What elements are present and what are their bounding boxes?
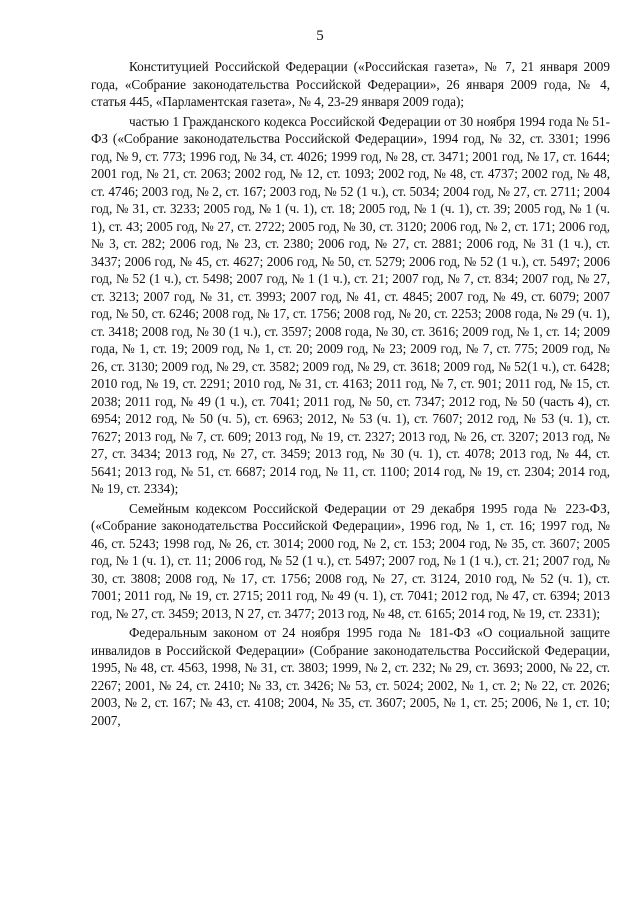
paragraph-civil-code: частью 1 Гражданского кодекса Российской Федерации от 30 ноября 1994 года № 51-ФЗ («Собрание законодательства Российской Федерации», 1994 год, № 32, ст. 3301; 1996 год, № 9, ст. 773; 1996 год, № 34, ст. 4026; 1999 год, № 28, ст. 3471; 2001 год, № 17, ст. 1644; 2001 год, № 21, ст. 2063; 2002 год, № 12, ст. 1093; 2002 год, № 48, ст. 4737; 2002 год, № 48, ст. 4746; 2003 год, № 2, ст. 167; 2003 год, № 52 (1 ч.), ст. 5034; 2004 год, № 27, ст. 2711; 2004 год, № 31, ст. 3233; 2005 год, № 1 (ч. 1), ст. 18; 2005 год, № 1 (ч. 1), ст. 39; 2005 год, № 1 (ч. 1), ст. 43; 2005 год, № 27, ст. 2722; 2005 год, № 30, ст. 3120; 2006 год, № 2, ст. 171; 2006 год, № 3, ст. 282; 2006 год, № 23, ст. 2380; 2006 год, № 27, ст. 2881; 2006 год, № 31 (1 ч.), ст. 3437; 2006 год, № 45, ст. 4627; 2006 год, № 50, ст. 5279; 2006 год, № 52 (1 ч.), ст. 5497; 2006 год, № 52 (1 ч.), ст. 5498; 2007 год, № 1 (1 ч.), ст. 21; 2007 год, № 7, ст. 834; 2007 год, № 27, ст. 3213; 2007 год, № 31, ст. 3993; 2007 год, № 41, ст. 4845; 2007 год, № 49, ст. 6079; 2007 год, № 50, ст. 6246; 2008 год, № 17, ст. 1756; 2008 год, № 20, ст. 2253; 2008 года, № 29 (ч. 1), ст. 3418; 2008 год, № 30 (1 ч.), ст. 3597; 2008 года, № 30, ст. 3616; 2009 год, № 1, ст. 14; 2009 года, № 1, ст. 19; 2009 год, № 1, ст. 20; 2009 год, № 23; 2009 год, № 7, ст. 775; 2009 год, № 26, ст. 3130; 2009 год, № 29, ст. 3582; 2009 год, № 29, ст. 3618; 2009 год, № 52(1 ч.), ст. 6428; 2010 год, № 19, ст. 2291; 2010 год, № 31, ст. 4163; 2011 год, № 7, ст. 901; 2011 год, № 15, ст. 2038; 2011 год, № 49 (1 ч.), ст. 7041; 2011 год, № 50, ст. 7347; 2012 год, № 50 (часть 4), ст. 6954; 2012 год, № 50 (ч. 5), ст. 6963; 2012, № 53 (ч. 1), ст. 7607; 2012 год, № 53 (ч. 1), ст. 7627; 2013 год, № 7, ст. 609; 2013 год, № 19, ст. 2327; 2013 год, № 26, ст. 3207; 2013 год, № 27, ст. 3434; 2013 год, № 27, ст. 3459; 2013 год, № 30 (ч. 1), ст. 4078; 2013 год, № 44, ст. 5641; 2013 год, № 51, ст. 6687; 2014 год, № 11, ст. 1100; 2014 год, № 19, ст. 2304; 2014 год, № 19, ст. 2334); <box>91 113 610 496</box>
document-body <box>91 58 610 729</box>
paragraph-family-code: Семейным кодексом Российской Федерации от 29 декабря 1995 года № 223-ФЗ, («Собрание законодательства Российской Федерации», 1996 год, № 1, ст. 16; 1997 год, № 46, ст. 5243; 1998 год, № 26, ст. 3014; 2000 год, № 2, ст. 153; 2004 год, № 35, ст. 3607; 2005 год, № 1 (ч. 1), ст. 11; 2006 год, № 52 (1 ч.), ст. 5497; 2007 год, № 1 (1 ч.), ст. 21; 2007 год, № 30, ст. 3808; 2008 год, № 17, ст. 1756; 2008 год, № 27, ст. 3124, 2010 год, № 52 (ч. 1), ст. 7001; 2011 год, № 19, ст. 2715; 2011 год, № 49 (ч. 1), ст. 7041; 2012 год, № 47, ст. 6394; 2013 год, № 27, ст. 3459; 2013, N 27, ст. 3477; 2013 год, № 48, ст. 6165; 2014 год, № 19, ст. 2331); <box>91 500 610 621</box>
paragraph-disability-law: Федеральным законом от 24 ноября 1995 года № 181-ФЗ «О социальной защите инвалидов в Российской Федерации» (Собрание законодательства Российской Федерации, 1995, № 48, ст. 4563, 1998, № 31, ст. 3803; 1999, № 2, ст. 232; № 29, ст. 3693; 2000, № 22, ст. 2267; 2001, № 24, ст. 2410; № 33, ст. 3426; № 53, ст. 5024; 2002, № 1, ст. 2; № 22, ст. 2026; 2003, № 2, ст. 167; № 43, ст. 4108; 2004, № 35, ст. 3607; 2005, № 1, ст. 25; 2006, № 1, ст. 10; 2007, <box>91 625 610 728</box>
page-number: 5 <box>316 28 324 44</box>
paragraph-constitution: Конституцией Российской Федерации («Российская газета», № 7, 21 января 2009 года, «Собрание законодательства Российской Федерации», 26 января 2009 года, № 4, статья 445, «Парламентская газета», № 4, 23-29 января 2009 года); <box>91 59 610 109</box>
